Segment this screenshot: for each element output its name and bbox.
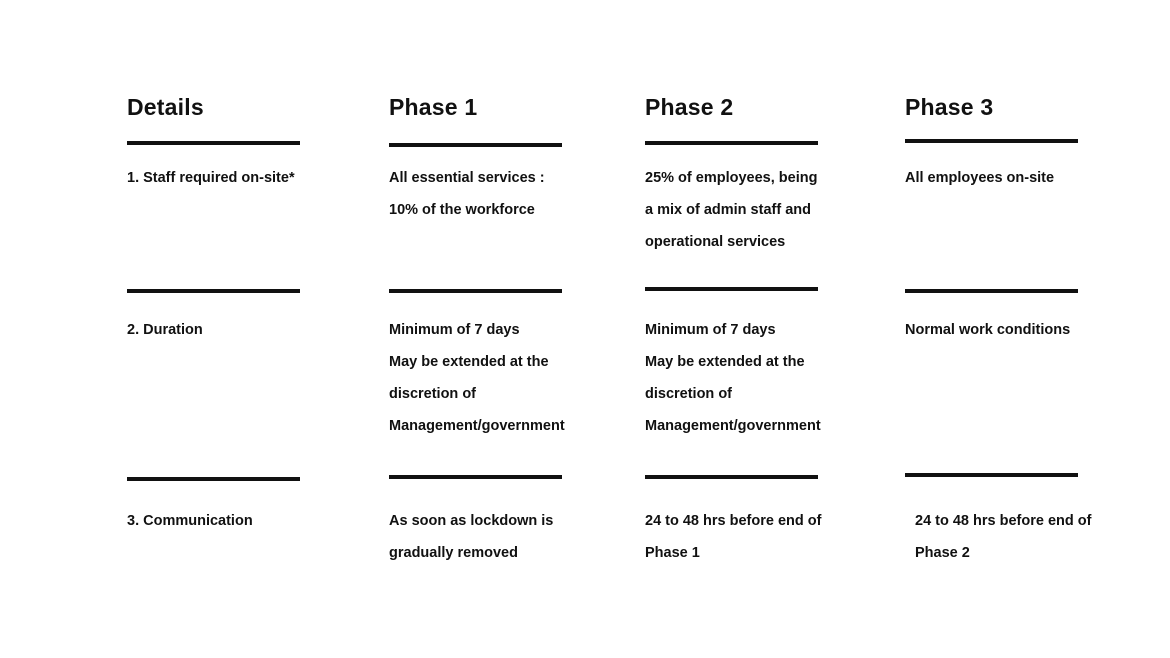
cell-staff bbox=[905, 162, 1054, 194]
cell-line: discretion of bbox=[645, 386, 733, 402]
cell-line: Phase 2 bbox=[915, 545, 970, 561]
cell-line: Management/government bbox=[389, 418, 565, 434]
divider bbox=[645, 141, 818, 145]
row-label-communication bbox=[127, 505, 253, 537]
divider bbox=[389, 143, 562, 147]
cell-line: 24 to 48 hrs before end of bbox=[645, 513, 822, 529]
cell-line: As soon as lockdown is bbox=[389, 513, 554, 529]
cell-line: 24 to 48 hrs before end of bbox=[915, 513, 1092, 529]
cell-line: All essential services : bbox=[389, 170, 545, 186]
divider bbox=[127, 289, 300, 293]
divider bbox=[645, 475, 818, 479]
divider bbox=[645, 287, 818, 291]
cell-line: operational services bbox=[645, 234, 786, 250]
cell-line: Phase 1 bbox=[645, 545, 700, 561]
divider bbox=[905, 289, 1078, 293]
divider bbox=[127, 141, 300, 145]
cell-line: All employees on-site bbox=[905, 170, 1055, 186]
cell-duration bbox=[905, 314, 1070, 346]
cell-line: 2. Duration bbox=[127, 322, 203, 338]
cell-communication bbox=[389, 505, 553, 569]
cell-line: May be extended at the bbox=[389, 354, 549, 370]
cell-line: 1. Staff required on-site* bbox=[127, 170, 295, 186]
cell-line: 10% of the workforce bbox=[389, 202, 535, 218]
row-label-staff bbox=[127, 162, 295, 194]
cell-line: Management/government bbox=[645, 418, 821, 434]
row-label-duration bbox=[127, 314, 203, 346]
cell-communication bbox=[645, 505, 821, 569]
divider bbox=[127, 477, 300, 481]
cell-line: 25% of employees, being bbox=[645, 170, 818, 186]
column-heading: Phase 2 bbox=[645, 94, 734, 120]
cell-communication bbox=[915, 505, 1091, 569]
cell-line: 3. Communication bbox=[127, 513, 253, 529]
cell-line: discretion of bbox=[389, 386, 477, 402]
cell-line: Normal work conditions bbox=[905, 322, 1071, 338]
divider bbox=[389, 475, 562, 479]
divider bbox=[905, 473, 1078, 477]
cell-staff bbox=[389, 162, 545, 226]
cell-line: Minimum of 7 days bbox=[389, 322, 520, 338]
column-heading: Details bbox=[127, 94, 204, 120]
cell-line: a mix of admin staff and bbox=[645, 202, 811, 218]
column-heading: Phase 1 bbox=[389, 94, 478, 120]
cell-line: Minimum of 7 days bbox=[645, 322, 776, 338]
divider bbox=[389, 289, 562, 293]
column-heading: Phase 3 bbox=[905, 94, 994, 120]
divider bbox=[905, 139, 1078, 143]
cell-line: gradually removed bbox=[389, 545, 518, 561]
cell-duration bbox=[389, 314, 565, 442]
cell-staff bbox=[645, 162, 817, 258]
cell-line: May be extended at the bbox=[645, 354, 805, 370]
cell-duration bbox=[645, 314, 821, 442]
